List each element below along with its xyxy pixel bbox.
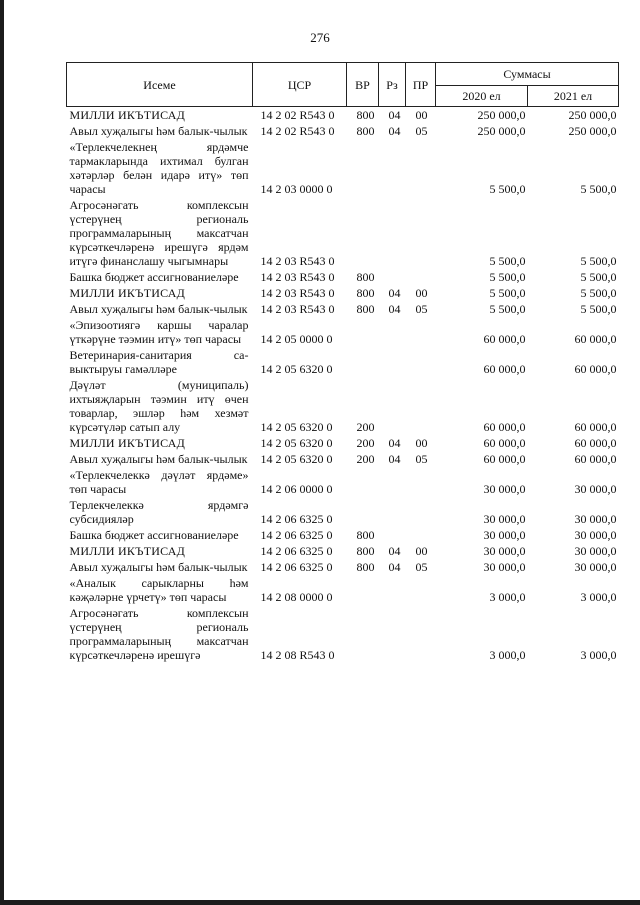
header-sums: Суммасы xyxy=(436,63,619,86)
row-vr xyxy=(347,197,379,269)
table-row xyxy=(67,377,619,435)
row-sum-2020: 3 000,0 xyxy=(489,648,526,662)
row-pr: 00 xyxy=(415,544,428,558)
row-name: «Терлекчелеккә дәүләт ярдәме» төп чарасы xyxy=(69,468,249,496)
row-vr xyxy=(347,497,379,527)
row-pr xyxy=(406,347,436,377)
row-rz xyxy=(379,269,406,285)
table-row xyxy=(67,107,619,124)
table-row xyxy=(67,197,619,269)
header-year-2020: 2020 ел xyxy=(436,86,528,107)
row-pr xyxy=(406,575,436,605)
row-rz xyxy=(379,605,406,663)
row-sum-2020: 60 000,0 xyxy=(483,452,526,466)
row-name: Дәүләт (муниципаль) ихтыяҗларын тәэмин итү өчен товарлар, эшләр һәм хезмәт күрсәтүләр сатып алу xyxy=(69,378,249,434)
row-csr: 14 2 06 6325 0 xyxy=(260,528,333,542)
row-sum-2020: 30 000,0 xyxy=(483,482,526,496)
row-pr xyxy=(406,377,436,435)
row-pr: 05 xyxy=(415,452,428,466)
row-name: Авыл хуҗалыгы һәм балык-чылык xyxy=(69,452,248,466)
table-row xyxy=(67,269,619,285)
row-csr: 14 2 06 6325 0 xyxy=(260,544,333,558)
row-name: Авыл хуҗалыгы һәм балык-чылык xyxy=(69,302,248,316)
row-sum-2020: 5 500,0 xyxy=(489,286,526,300)
row-name: Агросәнәгать комплексын үстерүнең региональ программаларының максатчан күрсәткечләренә ирешүгә xyxy=(69,606,249,662)
row-sum-2020: 3 000,0 xyxy=(489,590,526,604)
row-sum-2020: 60 000,0 xyxy=(483,420,526,434)
row-sum-2021: 60 000,0 xyxy=(574,420,617,434)
row-vr: 800 xyxy=(356,124,375,138)
table-row xyxy=(67,123,619,139)
row-vr: 800 xyxy=(356,544,375,558)
table-row xyxy=(67,575,619,605)
header-pr: ПР xyxy=(406,63,436,107)
row-csr: 14 2 05 6320 0 xyxy=(260,420,333,434)
row-csr: 14 2 03 R543 0 xyxy=(260,286,335,300)
row-pr: 05 xyxy=(415,124,428,138)
row-sum-2021: 5 500,0 xyxy=(580,182,617,196)
row-name: «Аналык сарыкларны һәм кәҗәләрне үрчетү» төп чарасы xyxy=(69,576,249,604)
row-sum-2021: 250 000,0 xyxy=(568,124,617,138)
table-row xyxy=(67,467,619,497)
table-row xyxy=(67,435,619,451)
row-sum-2021: 30 000,0 xyxy=(574,512,617,526)
row-rz: 04 xyxy=(388,544,401,558)
row-sum-2020: 5 500,0 xyxy=(489,182,526,196)
row-name: МИЛЛИ ИКЪТИСАД xyxy=(69,108,185,122)
table-row xyxy=(67,301,619,317)
row-sum-2020: 30 000,0 xyxy=(483,544,526,558)
row-pr xyxy=(406,467,436,497)
row-sum-2021: 30 000,0 xyxy=(574,482,617,496)
row-name: МИЛЛИ ИКЪТИСАД xyxy=(69,286,185,300)
row-vr: 800 xyxy=(356,108,375,122)
row-pr xyxy=(406,197,436,269)
table-row xyxy=(67,543,619,559)
row-rz xyxy=(379,497,406,527)
scan-edge-bottom xyxy=(0,900,640,905)
row-rz xyxy=(379,197,406,269)
row-vr xyxy=(347,467,379,497)
row-sum-2020: 5 500,0 xyxy=(489,302,526,316)
row-sum-2020: 30 000,0 xyxy=(483,560,526,574)
row-name: Авыл хуҗалыгы һәм балык-чылык xyxy=(69,124,248,138)
row-csr: 14 2 05 6320 0 xyxy=(260,362,333,376)
row-vr: 800 xyxy=(356,528,375,542)
row-rz xyxy=(379,527,406,543)
table-header xyxy=(67,63,619,107)
table-row xyxy=(67,285,619,301)
table-row xyxy=(67,605,619,663)
table-row xyxy=(67,559,619,575)
row-sum-2021: 3 000,0 xyxy=(580,590,617,604)
row-csr: 14 2 06 6325 0 xyxy=(260,512,333,526)
row-vr xyxy=(347,347,379,377)
row-csr: 14 2 05 6320 0 xyxy=(260,452,333,466)
budget-table xyxy=(66,62,619,663)
row-sum-2020: 5 500,0 xyxy=(489,254,526,268)
row-sum-2020: 60 000,0 xyxy=(483,436,526,450)
row-sum-2021: 60 000,0 xyxy=(574,452,617,466)
row-csr: 14 2 06 6325 0 xyxy=(260,560,333,574)
row-csr: 14 2 08 R543 0 xyxy=(260,648,335,662)
row-vr: 800 xyxy=(356,302,375,316)
row-rz xyxy=(379,317,406,347)
row-csr: 14 2 08 0000 0 xyxy=(260,590,333,604)
row-sum-2020: 30 000,0 xyxy=(483,512,526,526)
row-vr xyxy=(347,139,379,197)
row-sum-2020: 60 000,0 xyxy=(483,332,526,346)
row-sum-2021: 5 500,0 xyxy=(580,254,617,268)
row-rz: 04 xyxy=(388,560,401,574)
table-row xyxy=(67,527,619,543)
table-row xyxy=(67,451,619,467)
scan-edge-left xyxy=(0,0,4,905)
row-csr: 14 2 03 R543 0 xyxy=(260,270,335,284)
table-row xyxy=(67,317,619,347)
row-rz: 04 xyxy=(388,302,401,316)
row-rz xyxy=(379,347,406,377)
row-rz: 04 xyxy=(388,452,401,466)
header-rz: Рз xyxy=(379,63,406,107)
row-sum-2021: 60 000,0 xyxy=(574,332,617,346)
row-rz xyxy=(379,467,406,497)
row-rz xyxy=(379,575,406,605)
row-csr: 14 2 03 R543 0 xyxy=(260,254,335,268)
row-vr: 200 xyxy=(356,436,375,450)
row-pr: 00 xyxy=(415,436,428,450)
row-csr: 14 2 03 R543 0 xyxy=(260,302,335,316)
row-csr: 14 2 05 6320 0 xyxy=(260,436,333,450)
row-rz: 04 xyxy=(388,108,401,122)
row-pr: 05 xyxy=(415,302,428,316)
header-vr: ВР xyxy=(347,63,379,107)
header-name: Исеме xyxy=(67,63,253,107)
row-vr: 800 xyxy=(356,270,375,284)
row-sum-2021: 3 000,0 xyxy=(580,648,617,662)
table-body xyxy=(67,107,619,664)
row-sum-2021: 30 000,0 xyxy=(574,528,617,542)
row-sum-2021: 30 000,0 xyxy=(574,544,617,558)
row-sum-2020: 5 500,0 xyxy=(489,270,526,284)
row-rz: 04 xyxy=(388,436,401,450)
row-vr: 800 xyxy=(356,286,375,300)
row-pr xyxy=(406,317,436,347)
row-rz xyxy=(379,377,406,435)
row-pr xyxy=(406,497,436,527)
row-vr xyxy=(347,605,379,663)
row-name: Агросәнәгать комплексын үстерүнең региональ программаларының максатчан күрсәткечләренә ирешүгә ярдәм итүгә финанслашу чыгымнары xyxy=(69,198,249,268)
row-pr: 00 xyxy=(415,286,428,300)
table-row xyxy=(67,347,619,377)
header-csr: ЦСР xyxy=(253,63,347,107)
header-year-2021: 2021 ел xyxy=(528,86,619,107)
row-pr xyxy=(406,139,436,197)
row-vr: 800 xyxy=(356,560,375,574)
row-pr: 00 xyxy=(415,108,428,122)
row-pr xyxy=(406,527,436,543)
row-sum-2020: 250 000,0 xyxy=(477,124,526,138)
row-name: «Терлекчелекнең ярдәмче тармакларында ихтимал булган хәтәрләр белән идарә итү» төп чарасы xyxy=(69,140,249,196)
row-rz xyxy=(379,139,406,197)
row-name: МИЛЛИ ИКЪТИСАД xyxy=(69,544,185,558)
row-sum-2020: 30 000,0 xyxy=(483,528,526,542)
row-pr: 05 xyxy=(415,560,428,574)
row-vr xyxy=(347,317,379,347)
row-sum-2021: 5 500,0 xyxy=(580,302,617,316)
row-name: МИЛЛИ ИКЪТИСАД xyxy=(69,436,185,450)
row-sum-2021: 5 500,0 xyxy=(580,286,617,300)
row-name: «Эпизоотиягә каршы чаралар үткәрүне тәэмин итү» төп чарасы xyxy=(69,318,249,346)
row-sum-2021: 5 500,0 xyxy=(580,270,617,284)
row-pr xyxy=(406,605,436,663)
page-number: 276 xyxy=(310,30,330,45)
row-name: Башка бюджет ассигнованиеләре xyxy=(69,270,239,284)
row-sum-2020: 250 000,0 xyxy=(477,108,526,122)
row-csr: 14 2 06 0000 0 xyxy=(260,482,333,496)
row-sum-2021: 30 000,0 xyxy=(574,560,617,574)
row-name: Авыл хуҗалыгы һәм балык-чылык xyxy=(69,560,248,574)
row-sum-2021: 250 000,0 xyxy=(568,108,617,122)
table-row xyxy=(67,139,619,197)
row-sum-2020: 60 000,0 xyxy=(483,362,526,376)
row-csr: 14 2 02 R543 0 xyxy=(260,124,335,138)
row-name: Башка бюджет ассигнованиеләре xyxy=(69,528,239,542)
row-name: Терлекчелеккә ярдәмгә субсидияләр xyxy=(69,498,249,526)
row-rz: 04 xyxy=(388,124,401,138)
row-name: Ветеринария-санитария са-выктыруы гамәлләре xyxy=(69,348,249,376)
row-vr: 200 xyxy=(356,420,375,434)
row-rz: 04 xyxy=(388,286,401,300)
row-pr xyxy=(406,269,436,285)
row-vr xyxy=(347,575,379,605)
table-row xyxy=(67,497,619,527)
row-csr: 14 2 03 0000 0 xyxy=(260,182,333,196)
row-sum-2021: 60 000,0 xyxy=(574,436,617,450)
row-csr: 14 2 02 R543 0 xyxy=(260,108,335,122)
row-csr: 14 2 05 0000 0 xyxy=(260,332,333,346)
row-sum-2021: 60 000,0 xyxy=(574,362,617,376)
row-vr: 200 xyxy=(356,452,375,466)
